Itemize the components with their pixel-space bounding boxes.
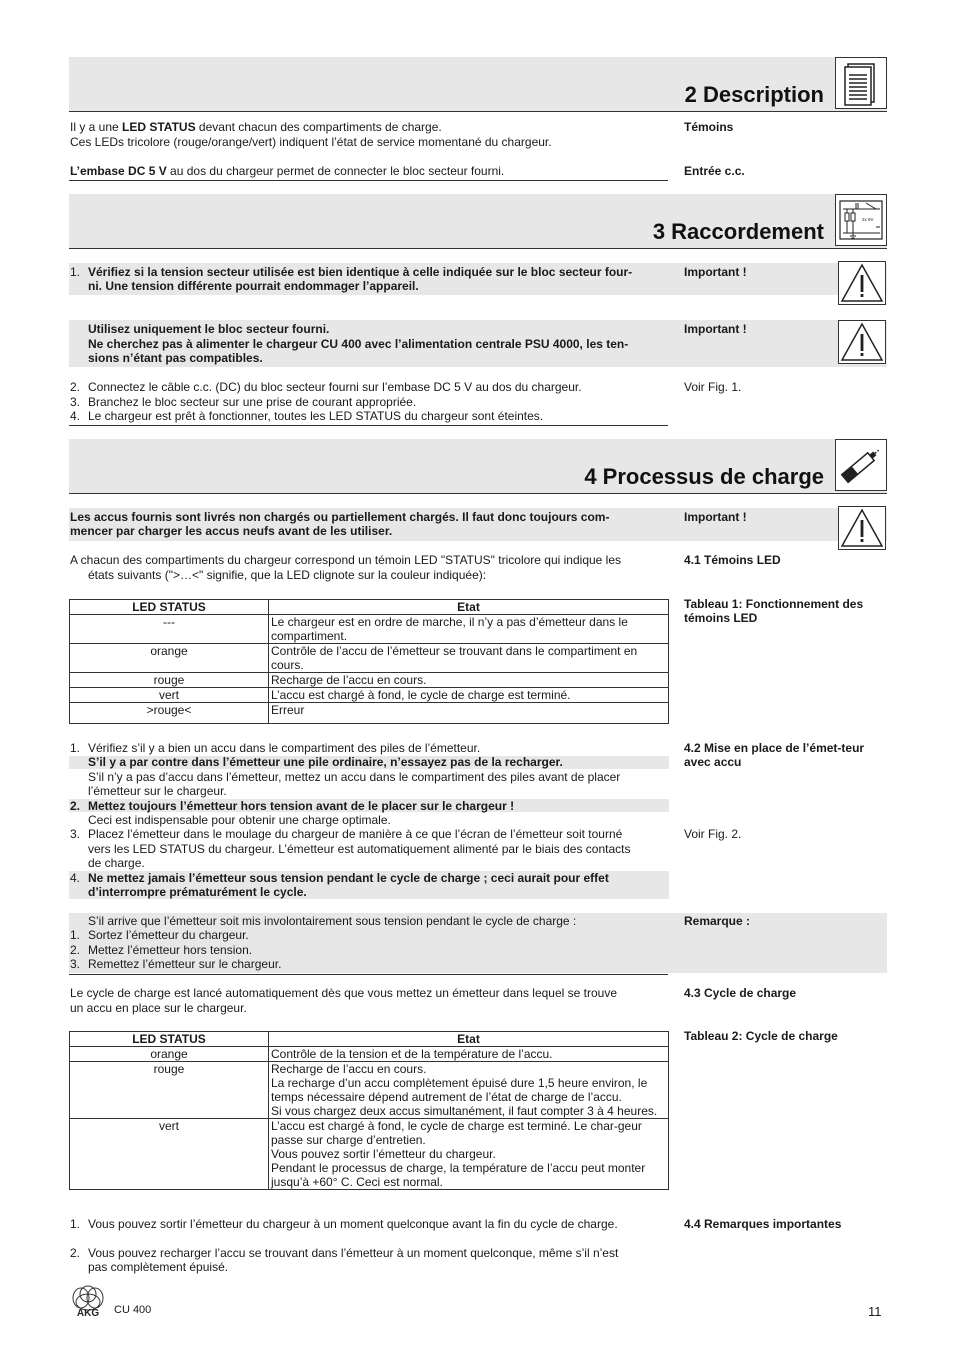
paragraph: un accu en place sur le chargeur. <box>70 1001 247 1015</box>
table-cell: Erreur <box>269 703 669 724</box>
figure-reference: Voir Fig. 1. <box>684 380 742 394</box>
table-cell: --- <box>70 615 269 644</box>
list-item <box>70 799 668 814</box>
table-cell: orange <box>70 644 269 673</box>
section-title: 2 Description <box>684 82 824 107</box>
warning-text: Utilisez uniquement le bloc secteur fourni. <box>88 322 330 336</box>
text: Il y a une <box>70 120 123 134</box>
side-label: Témoins <box>684 120 734 134</box>
side-label: 4.4 Remarques importantes <box>684 1217 842 1231</box>
document-icon <box>835 57 887 109</box>
side-label: Important ! <box>684 322 747 336</box>
table-cell <box>269 1062 669 1119</box>
description-paragraph: Ces LEDs tricolore (rouge/orange/vert) indiquent l’état de service momentané du chargeur. <box>70 135 552 149</box>
text: Vérifiez si la tension secteur utilisée est bien identique à celle indiquée sur le bloc secteur four- <box>88 265 633 279</box>
table-header: Etat <box>269 1032 669 1047</box>
cell-line: La recharge d’un accu complètement épuisé dure 1,5 heure environ, le temps nécessaire dépend autrement de l’état de charge de l’accu. <box>271 1076 648 1104</box>
table-cell: vert <box>70 688 269 703</box>
list-item <box>70 871 668 886</box>
akg-logo <box>68 1284 108 1320</box>
list-item <box>70 928 668 943</box>
section-header-charge <box>69 439 887 494</box>
text: Ceci est indispensable pour obtenir une charge optimale. <box>88 813 391 827</box>
divider <box>69 974 668 975</box>
list-number: 3. <box>70 827 81 841</box>
warning-text: S’il y a par contre dans l’émetteur une pile ordinaire, n’essayez pas de la recharger. <box>88 755 563 769</box>
table-cell: orange <box>70 1047 269 1062</box>
table-cell: rouge <box>70 673 269 688</box>
warning-text: mencer par charger les accus neufs avant de les utiliser. <box>70 524 393 538</box>
table-cell: Contrôle de l’accu de l’émetteur se trouvant dans le compartiment en cours. <box>269 644 669 673</box>
text: pas complètement épuisé. <box>88 1260 229 1274</box>
list-number: 3. <box>70 395 81 409</box>
side-label: Remarque : <box>684 914 751 928</box>
list-number: 2. <box>70 943 81 957</box>
list-item <box>70 1246 668 1261</box>
text: Sortez l’émetteur du chargeur. <box>88 928 249 942</box>
section-header-raccordement <box>69 194 887 249</box>
list-item <box>70 741 668 756</box>
text: Branchez le bloc secteur sur une prise de courant appropriée. <box>88 395 417 409</box>
list-number: 4. <box>70 871 81 885</box>
side-label: 4.3 Cycle de charge <box>684 986 797 1000</box>
side-label: 4.1 Témoins LED <box>684 553 781 567</box>
text: Vous pouvez recharger l’accu se trouvant dans l’émetteur à un moment quelconque, même s’il n’est <box>88 1246 619 1260</box>
list-number: 1. <box>70 928 81 942</box>
table-row <box>70 673 669 688</box>
page-number: 11 <box>868 1304 882 1319</box>
icon-label: 2x 9V <box>862 217 874 222</box>
table-row <box>70 688 669 703</box>
table-header-row <box>70 1032 669 1047</box>
text-bold: LED STATUS <box>122 120 196 134</box>
brand-name: AKG <box>76 1308 100 1319</box>
warning-text: Les accus fournis sont livrés non chargés ou partiellement chargés. Il faut donc toujours com- <box>70 510 610 524</box>
charge-cycle-table <box>69 1031 669 1190</box>
paragraph: états suivants (">…<" signifie, que la LED clignote sur la couleur indiquée): <box>88 568 487 582</box>
table-header-row <box>70 600 669 615</box>
text: de charge. <box>88 856 145 870</box>
led-status-table <box>69 599 669 724</box>
text: Remettez l’émetteur sur le chargeur. <box>88 957 282 971</box>
text: S’il arrive que l’émetteur soit mis involontairement sous tension pendant le cycle de charge : <box>88 914 577 928</box>
list-number: 3. <box>70 957 81 971</box>
warning-text: d’interrompre prématurément le cycle. <box>88 885 307 899</box>
list-number: 2. <box>70 799 81 813</box>
divider <box>69 425 668 426</box>
text: S’il n’y a pas d’accu dans l’émetteur, mettez un accu dans le compartiment des piles avant de placer <box>88 770 621 784</box>
text: vers les LED STATUS du chargeur. L’émetteur est automatiquement alimenté par le biais des contacts <box>88 842 631 856</box>
list-number: 4. <box>70 409 81 423</box>
table-row <box>70 1062 669 1119</box>
text: au dos du chargeur permet de connecter le bloc secteur fourni. <box>166 164 505 178</box>
table-header: LED STATUS <box>70 600 269 615</box>
side-label: Tableau 2: Cycle de charge <box>684 1029 838 1043</box>
warning-triangle-icon <box>838 506 886 550</box>
text: Le chargeur est prêt à fonctionner, toutes les LED STATUS du chargeur sont éteintes. <box>88 409 544 423</box>
side-label: Important ! <box>684 265 747 279</box>
section-title: 4 Processus de charge <box>584 464 824 489</box>
warning-triangle-icon <box>838 261 886 305</box>
list-item <box>70 395 668 410</box>
text: devant chacun des compartiments de charge. <box>195 120 442 134</box>
text: Connectez le câble c.c. (DC) du bloc secteur fourni sur l’embase DC 5 V au dos du chargeur. <box>88 380 582 394</box>
divider <box>69 180 668 181</box>
text-bold: L’embase DC 5 V <box>70 164 167 178</box>
table-header: Etat <box>269 600 669 615</box>
table-cell: Le chargeur est en ordre de marche, il n’y a pas d’émetteur dans le compartiment. <box>269 615 669 644</box>
side-label: Entrée c.c. <box>684 164 745 178</box>
warning-text: Ne cherchez pas à alimenter le chargeur CU 400 avec l’alimentation centrale PSU 4000, les ten- <box>88 337 629 351</box>
list-item <box>70 943 668 958</box>
table-cell: >rouge< <box>70 703 269 724</box>
side-label: 4.2 Mise en place de l’émet-teur avec accu <box>684 741 865 769</box>
list-item <box>70 265 668 280</box>
paragraph: A chacun des compartiments du chargeur correspond un témoin LED "STATUS" tricolore qui indique les <box>70 553 622 567</box>
list-item-continuation: ni. Une tension différente pourrait endommager l’appareil. <box>88 279 419 293</box>
battery-charge-icon <box>835 439 887 491</box>
table-row <box>70 615 669 644</box>
list-number: 1. <box>70 265 81 279</box>
table-cell: Recharge de l’accu en cours. <box>269 673 669 688</box>
table-row <box>70 644 669 673</box>
paragraph: Le cycle de charge est lancé automatiquement dès que vous mettez un émetteur dans lequel se trouve <box>70 986 617 1000</box>
list-item <box>70 380 668 395</box>
warning-triangle-icon <box>838 320 886 364</box>
text: Mettez l’émetteur hors tension. <box>88 943 253 957</box>
cell-line: Recharge de l’accu en cours. <box>271 1062 427 1076</box>
table-cell: rouge <box>70 1062 269 1119</box>
table-cell <box>269 1119 669 1190</box>
list-number: 1. <box>70 741 81 755</box>
text: l’émetteur sur le chargeur. <box>88 784 227 798</box>
text: Mettez toujours l’émetteur hors tension avant de le placer sur le chargeur ! <box>88 799 515 813</box>
table-header: LED STATUS <box>70 1032 269 1047</box>
list-item <box>70 409 668 424</box>
list-item <box>70 827 668 842</box>
side-label: Important ! <box>684 510 747 524</box>
side-label: Tableau 1: Fonctionnement des témoins LED <box>684 597 864 625</box>
warning-text: sions n’étant pas compatibles. <box>88 351 263 365</box>
table-row <box>70 1047 669 1062</box>
cell-line: Pendant le processus de charge, la température de l’accu peut monter jusqu’à +60° C. Ceci est normal. <box>271 1161 646 1189</box>
description-paragraph <box>70 164 668 179</box>
table-cell: Contrôle de la tension et de la température de l’accu. <box>269 1047 669 1062</box>
model-name: CU 400 <box>114 1304 152 1316</box>
figure-reference: Voir Fig. 2. <box>684 827 742 841</box>
text: Ne mettez jamais l’émetteur sous tension pendant le cycle de charge ; ceci aurait pour effet <box>88 871 609 885</box>
text: Vous pouvez sortir l’émetteur du chargeur à un moment quelconque avant la fin du cycle de charge. <box>88 1217 618 1231</box>
text: Placez l’émetteur dans le moulage du chargeur de manière à ce que l’écran de l’émetteur soit tourné <box>88 827 623 841</box>
list-item <box>70 957 668 972</box>
table-row <box>70 703 669 724</box>
table-row <box>70 1119 669 1190</box>
cell-line: L’accu est chargé à fond, le cycle de charge est terminé. Le char-geur passe sur charge d’entretien. <box>271 1119 642 1147</box>
description-paragraph <box>70 120 668 135</box>
cell-line: Si vous chargez deux accus simultanément, il faut compter 3 à 4 heures. <box>271 1104 658 1118</box>
cell-line: Vous pouvez sortir l’émetteur du chargeur. <box>271 1147 496 1161</box>
section-header-description <box>69 57 887 112</box>
list-item <box>70 1217 668 1232</box>
list-number: 1. <box>70 1217 81 1231</box>
text: Vérifiez s’il y a bien un accu dans le compartiment des piles de l’émetteur. <box>88 741 481 755</box>
list-number: 2. <box>70 380 81 394</box>
list-number: 2. <box>70 1246 81 1260</box>
table-cell: vert <box>70 1119 269 1190</box>
table-cell: L’accu est chargé à fond, le cycle de charge est terminé. <box>269 688 669 703</box>
section-title: 3 Raccordement <box>652 219 824 244</box>
circuit-diagram-icon <box>835 194 887 246</box>
